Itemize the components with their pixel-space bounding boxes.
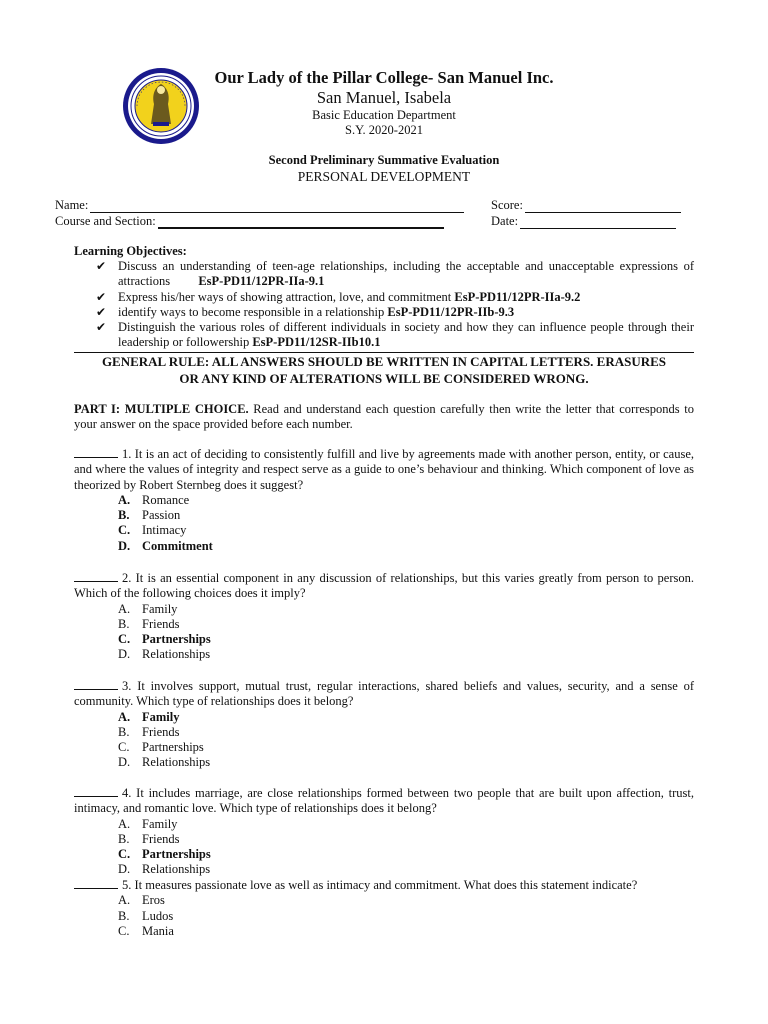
date-field[interactable] — [491, 214, 676, 229]
part1-instructions — [74, 402, 694, 433]
answer-blank[interactable] — [74, 447, 118, 458]
school-header — [200, 68, 568, 138]
choice-item: C. Mania — [118, 923, 174, 938]
choice-item: D. Relationships — [118, 647, 211, 662]
checkmark-icon: ✔ — [96, 304, 107, 319]
choice-item: B. Friends — [118, 831, 180, 846]
choice-list — [118, 817, 694, 878]
objective-text: Discuss an understanding of teen-age relationships, including the acceptable and unacceptable expressions of attractions — [118, 259, 694, 289]
rule-divider-top — [74, 352, 694, 353]
choice-item: B. Passion — [118, 508, 181, 523]
exam-subject: PERSONAL DEVELOPMENT — [297, 169, 471, 184]
name-line[interactable] — [90, 201, 464, 213]
general-rule-line2: OR ANY KIND OF ALTERATIONS WILL BE CONSIDERED WRONG. — [179, 370, 589, 386]
school-name: Our Lady of the Pillar College- San Manuel Inc. — [214, 68, 554, 87]
department: Basic Education Department — [312, 108, 456, 122]
choice-item: D. Relationships — [118, 862, 211, 877]
question-3 — [74, 679, 694, 771]
choice-item: D. Commitment — [118, 538, 213, 553]
answer-blank[interactable] — [74, 679, 118, 690]
answer-blank[interactable] — [74, 786, 118, 797]
choice-list — [118, 602, 694, 663]
part1-text: Read and understand each question carefully then write the letter that corresponds to your answer on the space provided before each number. — [74, 402, 694, 432]
name-label: Name: — [55, 198, 89, 212]
choice-item: A. Romance — [118, 492, 190, 507]
objective-code: EsP-PD11/12PR-IIa-9.2 — [454, 289, 581, 304]
general-rule — [74, 354, 694, 387]
objective-code: EsP-PD11/12PR-IIb-9.3 — [387, 304, 515, 319]
score-field[interactable] — [491, 198, 681, 213]
date-line[interactable] — [520, 217, 676, 229]
question-5 — [74, 878, 694, 939]
question-2 — [74, 571, 694, 663]
objective-text: Express his/her ways of showing attraction, love, and commitment — [118, 289, 452, 304]
choice-list — [118, 493, 694, 554]
choice-item: C. Partnerships — [118, 632, 211, 647]
checkmark-icon: ✔ — [96, 320, 107, 335]
choice-list — [118, 710, 694, 771]
school-year: S.Y. 2020-2021 — [345, 123, 423, 137]
question-text: 1. It is an act of deciding to consistently fulfill and live by agreements made with another person, entity, or cause, and where the values of integrity and respect serve as a guide to one’s behaviour and thinking. Which component of love as theorized by Robert Sternbeg does it suggest? — [74, 447, 694, 492]
general-rule-line1: GENERAL RULE: ALL ANSWERS SHOULD BE WRITTEN IN CAPITAL LETTERS. ERASURES — [101, 354, 667, 369]
choice-item: A. Eros — [118, 893, 165, 908]
objective-text: Distinguish the various roles of different individuals in society and how they can influence people through their leadership or followership — [118, 320, 694, 350]
objectives-heading: Learning Objectives: — [74, 244, 187, 258]
objective-code: EsP-PD11/12PR-IIa-9.1 — [198, 274, 325, 289]
question-text: 5. It measures passionate love as well as intimacy and commitment. What does this statement indicate? — [122, 878, 638, 892]
part1-heading: PART I: MULTIPLE CHOICE. — [74, 402, 249, 416]
question-text: 4. It includes marriage, are close relationships formed between two people that are built upon affection, trust, intimacy, and romantic love. Which type of relationships does it belong? — [74, 786, 694, 816]
checkmark-icon: ✔ — [96, 289, 107, 304]
question-text: 2. It is an essential component in any discussion of relationships, but this varies greatly from person to person. Which of the following choices does it imply? — [74, 571, 694, 601]
objective-item — [96, 305, 694, 320]
checkmark-icon: ✔ — [96, 259, 107, 273]
question-1 — [74, 447, 694, 554]
school-location: San Manuel, Isabela — [316, 88, 452, 107]
choice-item: C. Intimacy — [118, 523, 187, 538]
choice-item: A. Family — [118, 709, 180, 724]
question-text: 3. It involves support, mutual trust, regular interactions, shared beliefs and values, security, and a sense of community. Which type of relationships does it belong? — [74, 679, 694, 709]
date-label: Date: — [491, 214, 519, 228]
exam-title: Second Preliminary Summative Evaluation — [268, 153, 500, 167]
name-field[interactable] — [55, 198, 464, 213]
answer-blank[interactable] — [74, 571, 118, 582]
course-section-line[interactable] — [158, 216, 444, 229]
objective-item — [96, 320, 694, 351]
question-4 — [74, 786, 694, 878]
choice-item: B. Friends — [118, 616, 180, 631]
objective-text: identify ways to become responsible in a relationship — [118, 304, 385, 319]
score-label: Score: — [491, 198, 523, 212]
choice-item: B. Friends — [118, 724, 180, 739]
course-section-label: Course and Section: — [55, 214, 156, 228]
choice-item: A. Family — [118, 601, 178, 616]
objective-item — [96, 290, 694, 305]
choice-item: B. Ludos — [118, 908, 174, 923]
answer-blank[interactable] — [74, 878, 118, 889]
objective-item — [96, 259, 694, 290]
choice-item: C. Partnerships — [118, 740, 204, 755]
choice-item: D. Relationships — [118, 755, 211, 770]
course-section-field[interactable] — [55, 214, 444, 229]
score-line[interactable] — [525, 201, 681, 213]
objective-code: EsP-PD11/12SR-IIb10.1 — [252, 335, 381, 350]
choice-list — [118, 893, 694, 939]
objectives-list — [96, 259, 694, 351]
college-seal-icon — [121, 66, 201, 146]
choice-item: C. Partnerships — [118, 847, 211, 862]
choice-item: A. Family — [118, 816, 178, 831]
